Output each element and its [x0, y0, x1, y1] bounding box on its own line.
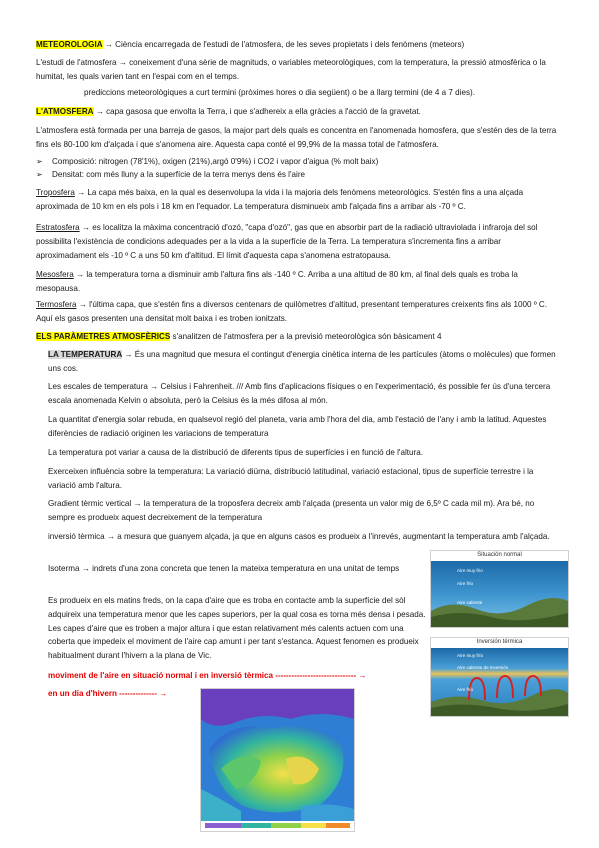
inversio-label-3: Aire frío: [457, 687, 474, 692]
densitat-bullet: [36, 168, 563, 181]
mesosfera-text: → la temperatura torna a disminuir amb l'altura fins als -140 º C. Arriba a una altitud de 80 km, al final dels quals es troba la mesopausa.: [36, 270, 518, 293]
meteorologia-definition: → Ciència encarregada de l'estudi de l'atmosfera, de les seves propietats i dels fenòmens (meteors): [102, 40, 465, 49]
dia-hivern-label: en un dia d'hivern -------------- →: [48, 689, 168, 698]
situacio-normal-figure: [430, 550, 569, 628]
troposfera-term: Troposfera: [36, 188, 75, 197]
parametres-term: ELS PARÀMETRES ATMOSFÈRICS: [36, 332, 171, 341]
atmosfera-definition: → capa gasosa que envolta la Terra, i que s'adhereix a ella gràcies a l'acció de la gravetat.: [93, 107, 421, 116]
normal-label-1: Aire muy frio: [457, 568, 483, 573]
weather-map: [201, 689, 354, 831]
bullet-arrow-icon: ➢: [36, 157, 43, 166]
moviment-label: moviment de l'aire en situació normal i en inversió tèrmica ------------------------------ →: [48, 671, 367, 680]
temperatura-definition: → És una magnitud que mesura el contingut d'energia cinètica interna de les partícules (àtoms o molècules) que formen uns cos.: [48, 350, 556, 373]
normal-label-3: Aire caliente: [457, 600, 483, 605]
termosfera-text: → l'última capa, que s'estén fins a diversos centenars de quilòmetres d'altitud, presentant temperatures creixents fins als 1000 º C. Aquí els gasos presenten una densitat molt baixa i es troben ionitzats.: [36, 300, 548, 323]
situacio-normal-diagram: [431, 551, 568, 627]
gradient-paragraph: Gradient tèrmic vertical → la temperatura de la troposfera decreix amb l'alçada (presenta un valor mig de 6,5º C cada mil m). Ara bé, no sempre es produeix aquest decreixement de la temperatura: [48, 499, 535, 522]
parametres-paragraph: [36, 330, 563, 344]
inversio-label-1: Aire muy frío: [457, 653, 484, 658]
normal-label-2: Aire frío: [457, 581, 474, 586]
estratosfera-paragraph: [36, 221, 563, 262]
mesosfera-term: Mesosfera: [36, 270, 74, 279]
estudi-atmosfera-paragraph: L'estudi de l'atmosfera → coneixement d'una sèrie de magnituds, o variables meteorològiques, com la temperatura, la pressió atmosfèrica o la humitat, les quals varien tant en l'espai com en el temps.: [36, 58, 546, 81]
troposfera-text: → La capa més baixa, en la qual es desenvolupa la vida i la majoria dels fenòmens meteorològics. S'estén fins a una alçada aproximada de 10 km en els pols i 18 km en l'equador. La temperatura disminueix amb l'alçada fins a arribar als -70 º C.: [36, 188, 524, 211]
bullet-arrow-icon: ➢: [36, 170, 43, 179]
termosfera-term: Termosfera: [36, 300, 77, 309]
inversio-label-2: Aire caliente de inversión: [457, 665, 509, 670]
composicio-bullet: [36, 155, 563, 168]
temperatura-term: LA TEMPERATURA: [48, 350, 123, 359]
atmosfera-paragraph: [36, 105, 563, 119]
prediccions-paragraph: prediccions meteorològiques a curt termini (pròximes hores o dia següent) o be a llarg termini (de 4 a 7 dies).: [84, 88, 475, 97]
mesosfera-paragraph: [36, 268, 563, 296]
variacio-paragraph: La temperatura pot variar a causa de la distribució de diferents tipus de superfícies i en funció de l'altura.: [48, 448, 423, 457]
inversio-termica-diagram: [431, 638, 568, 716]
densitat-text: Densitat: com més lluny a la superfície de la terra menys dens és l'aire: [52, 170, 306, 179]
estratosfera-term: Estratosfera: [36, 223, 80, 232]
figure-title: Situación normal: [477, 552, 522, 558]
inversio-paragraph: inversió tèrmica → a mesura que guanyem alçada, ja que en alguns casos es produeix a l'inrevés, augmentant la temperatura amb l'alçada.: [48, 532, 550, 541]
parametres-definition: s'analitzen de l'atmosfera per a la previsió meteorològica són bàsicament 4: [170, 332, 442, 341]
inversio-termica-figure: [430, 637, 569, 717]
atmosfera-term: L'ATMOSFERA: [36, 107, 94, 116]
composicio-text: Composició: nitrogen (78'1%), oxigen (21%),argó 0'9%) i CO2 i vapor d'aigua (% molt baix): [52, 157, 379, 166]
meteorologia-paragraph: [36, 38, 563, 52]
termosfera-paragraph: [36, 298, 563, 326]
escales-paragraph: Les escales de temperatura → Celsius i Fahrenheit. /// Amb fins d'aplicacions físiques o en l'experimentació, és possible fer ús d'una tercera escala anomenada Kelvin o absoluta, però la Celsius és la més difosa al món.: [48, 382, 551, 405]
isoterma-paragraph: Isoterma → indrets d'una zona concreta que tenen la mateixa temperatura en una unitat de temps: [48, 564, 400, 573]
troposfera-paragraph: [36, 186, 563, 214]
meteorologia-term: METEOROLOGIA: [36, 40, 103, 49]
figure-title: Inversión térmica: [476, 639, 523, 645]
mapa-temperatura-figure: [200, 688, 355, 832]
quantitat-paragraph: La quantitat d'energia solar rebuda, en qualsevol regió del planeta, varia amb l'hora del dia, amb l'estació de l'any i amb la latitud. Aquestes diferències de radiació originen les variacions de temperatura: [48, 415, 547, 438]
matins-paragraph: Es produeix en els matins freds, on la capa d'aire que es troba en contacte amb la superfície del sòl adquireix una temperatura menor que les capes superiors, per la qual cosa es torna més densa i pesada. Les capes d'aire que es troben a major altura i que estan relativament més calents actuen com una coberta que impedeix el moviment de l'aire cap amunt i per tant s'estanca. Aquest fenomen es produeix habitualment durant l'hivern a la plana de Vic.: [48, 596, 426, 661]
estratosfera-text: → es localitza la màxima concentració d'ozó, "capa d'ozó", gas que en absorbir part de la radiació ultraviolada i infraroja del sol possibilita l'existència de condicions adequades per a la vida a la superfície de la Terra. La temperatura s'incrementa fins a arribar aproximadament els -10 º C a uns 50 km d'altitud. El límit d'aquesta capa s'anomena estratopausa.: [36, 223, 538, 260]
influencia-paragraph: Exerceixen influència sobre la temperatura: La variació diürna, distribució latitudinal, variació estacional, tipus de superfície terrestre i la variació amb l'altura.: [48, 467, 534, 490]
temperatura-paragraph: [48, 348, 563, 376]
homosfera-paragraph: L'atmosfera està formada per una barreja de gasos, la major part dels quals es concentra en l'anomenada homosfera, que s'estén des de la terra fins els 80-100 km d'alçada i que s'anomena aire. Aquesta capa conté el 99,9% de la massa total de l'atmosfera.: [36, 126, 557, 149]
